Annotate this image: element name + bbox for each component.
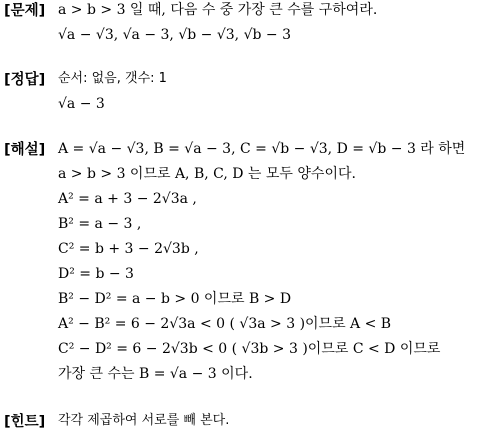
solution-line: C² − D² = 6 − 2√3b < 0 ( √3b > 3 )이므로 C < D 이므로: [58, 341, 441, 357]
answer-meta: 순서: 없음, 갯수: 1: [58, 71, 167, 86]
solution-line: A² = a + 3 − 2√3a ,: [58, 191, 197, 207]
answer-label: [정답]: [4, 72, 46, 88]
hint-text: 각각 제곱하여 서로를 빼 본다.: [58, 413, 230, 428]
answer-value: √a − 3: [58, 96, 105, 112]
solution-line: C² = b + 3 − 2√3b ,: [58, 241, 199, 257]
problem-label: [문제]: [4, 3, 46, 19]
solution-line: D² = b − 3: [58, 266, 134, 282]
solution-label: [해설]: [4, 142, 46, 158]
problem-statement: a > b > 3 일 때, 다음 수 중 가장 큰 수를 구하여라.: [58, 2, 378, 18]
solution-line: B² − D² = a − b > 0 이므로 B > D: [58, 291, 292, 307]
solution-line: A² − B² = 6 − 2√3a < 0 ( √3a > 3 )이므로 A < B: [58, 316, 392, 332]
problem-choices: √a − √3, √a − 3, √b − √3, √b − 3: [58, 27, 291, 43]
hint-label: [힌트]: [4, 414, 46, 430]
solution-line: 가장 큰 수는 B = √a − 3 이다.: [58, 366, 253, 382]
solution-line: a > b > 3 이므로 A, B, C, D 는 모두 양수이다.: [58, 166, 356, 182]
solution-line: A = √a − √3, B = √a − 3, C = √b − √3, D = √b − 3 라 하면: [58, 141, 466, 157]
solution-line: B² = a − 3 ,: [58, 216, 142, 232]
